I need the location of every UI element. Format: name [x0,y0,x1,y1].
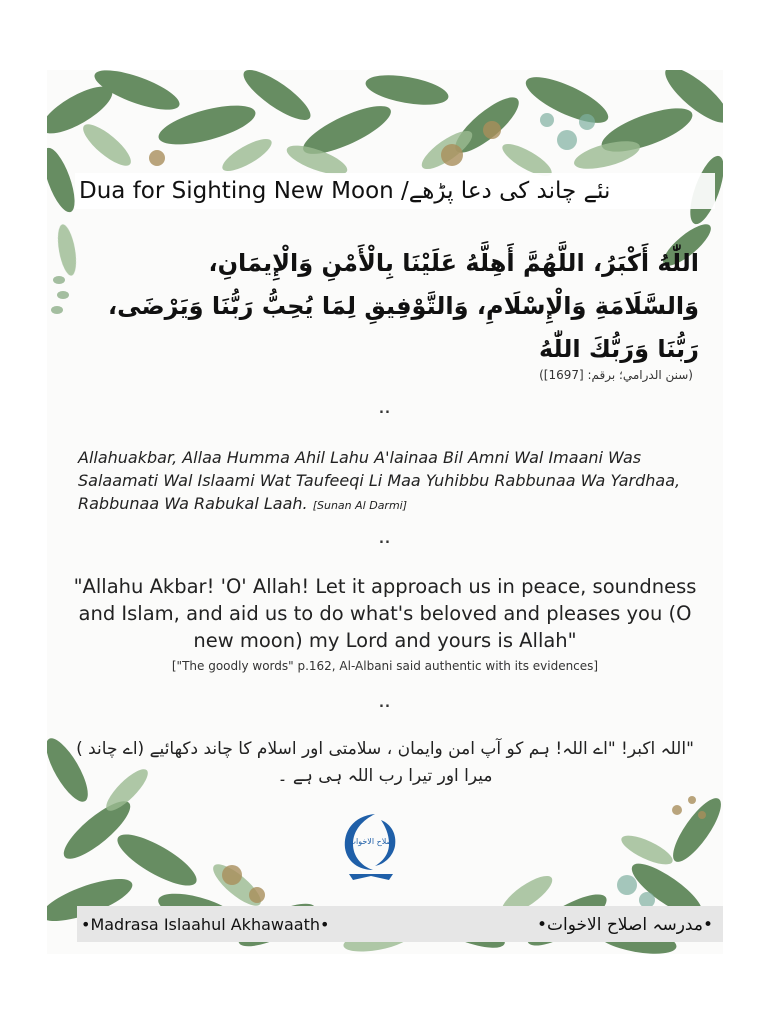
transliteration-body: Allahuakbar, Allaa Humma Ahil Lahu A'lainaa Bil Amni Wal Imaani Was Salaamati Wal Islaami Wat Taufeeqi Li Maa Yuhibbu Rabbunaa Wa Yardhaa, Rabbunaa Wa Rabukal Laah. [78,448,681,513]
footer-urdu-name: •مدرسہ اصلاح الاخوات• [536,914,713,935]
arabic-dua-text: اللّٰهُ أَكْبَرُ، اللَّهُمَّ أَهِلَّهُ عَلَيْنَا بِالْأَمْنِ وَالْإِيمَانِ، وَالسَّلَامَةِ وَالْإِسْلَامِ، وَالتَّوْفِيقِ لِمَا يُحِبُّ رَبُّنَا وَيَرْضَى، رَبُّنَا وَرَبُّكَ اللّٰهُ [108,249,699,363]
arabic-reference: (سنن الدرامي؛ برقم: [1697]) [539,368,693,382]
page-title [75,173,715,209]
transliteration-reference: [Sunan Al Darmi] [312,499,408,512]
transliteration-text [78,446,688,517]
title-english: Dua for Sighting New Moon / [79,178,409,204]
translation-reference: ["The goodly words" p.162, Al-Albani said authentic with its evidences] [171,659,599,673]
title-urdu: نئے چاند کی دعا پڑھے [408,178,611,204]
english-translation: "Allahu Akbar! 'O' Allah! Let it approach us in peace, soundness and Islam, and aid us to do what's beloved and pleases you (O new moon) my Lord and yours is Allah" [73,575,697,652]
dua-card [47,70,723,954]
logo-text: اصلاح الاخوات [348,837,396,846]
footer-english-name: •Madrasa Islaahul Akhawaath• [81,914,330,934]
madrasa-logo-icon [339,810,403,882]
urdu-translation: "اللہ اکبر! "اے اللہ! ہم کو آپ امن وایمان ، سلامتی اور اسلام کا چاند دکھائیے (اے چاند ) میرا اور تیرا رب اللہ ہی ہے ۔ [76,739,694,786]
separator-3: .. [379,696,391,711]
footer-bar [77,906,723,942]
separator-2: .. [379,532,391,547]
separator-1: .. [379,402,391,417]
